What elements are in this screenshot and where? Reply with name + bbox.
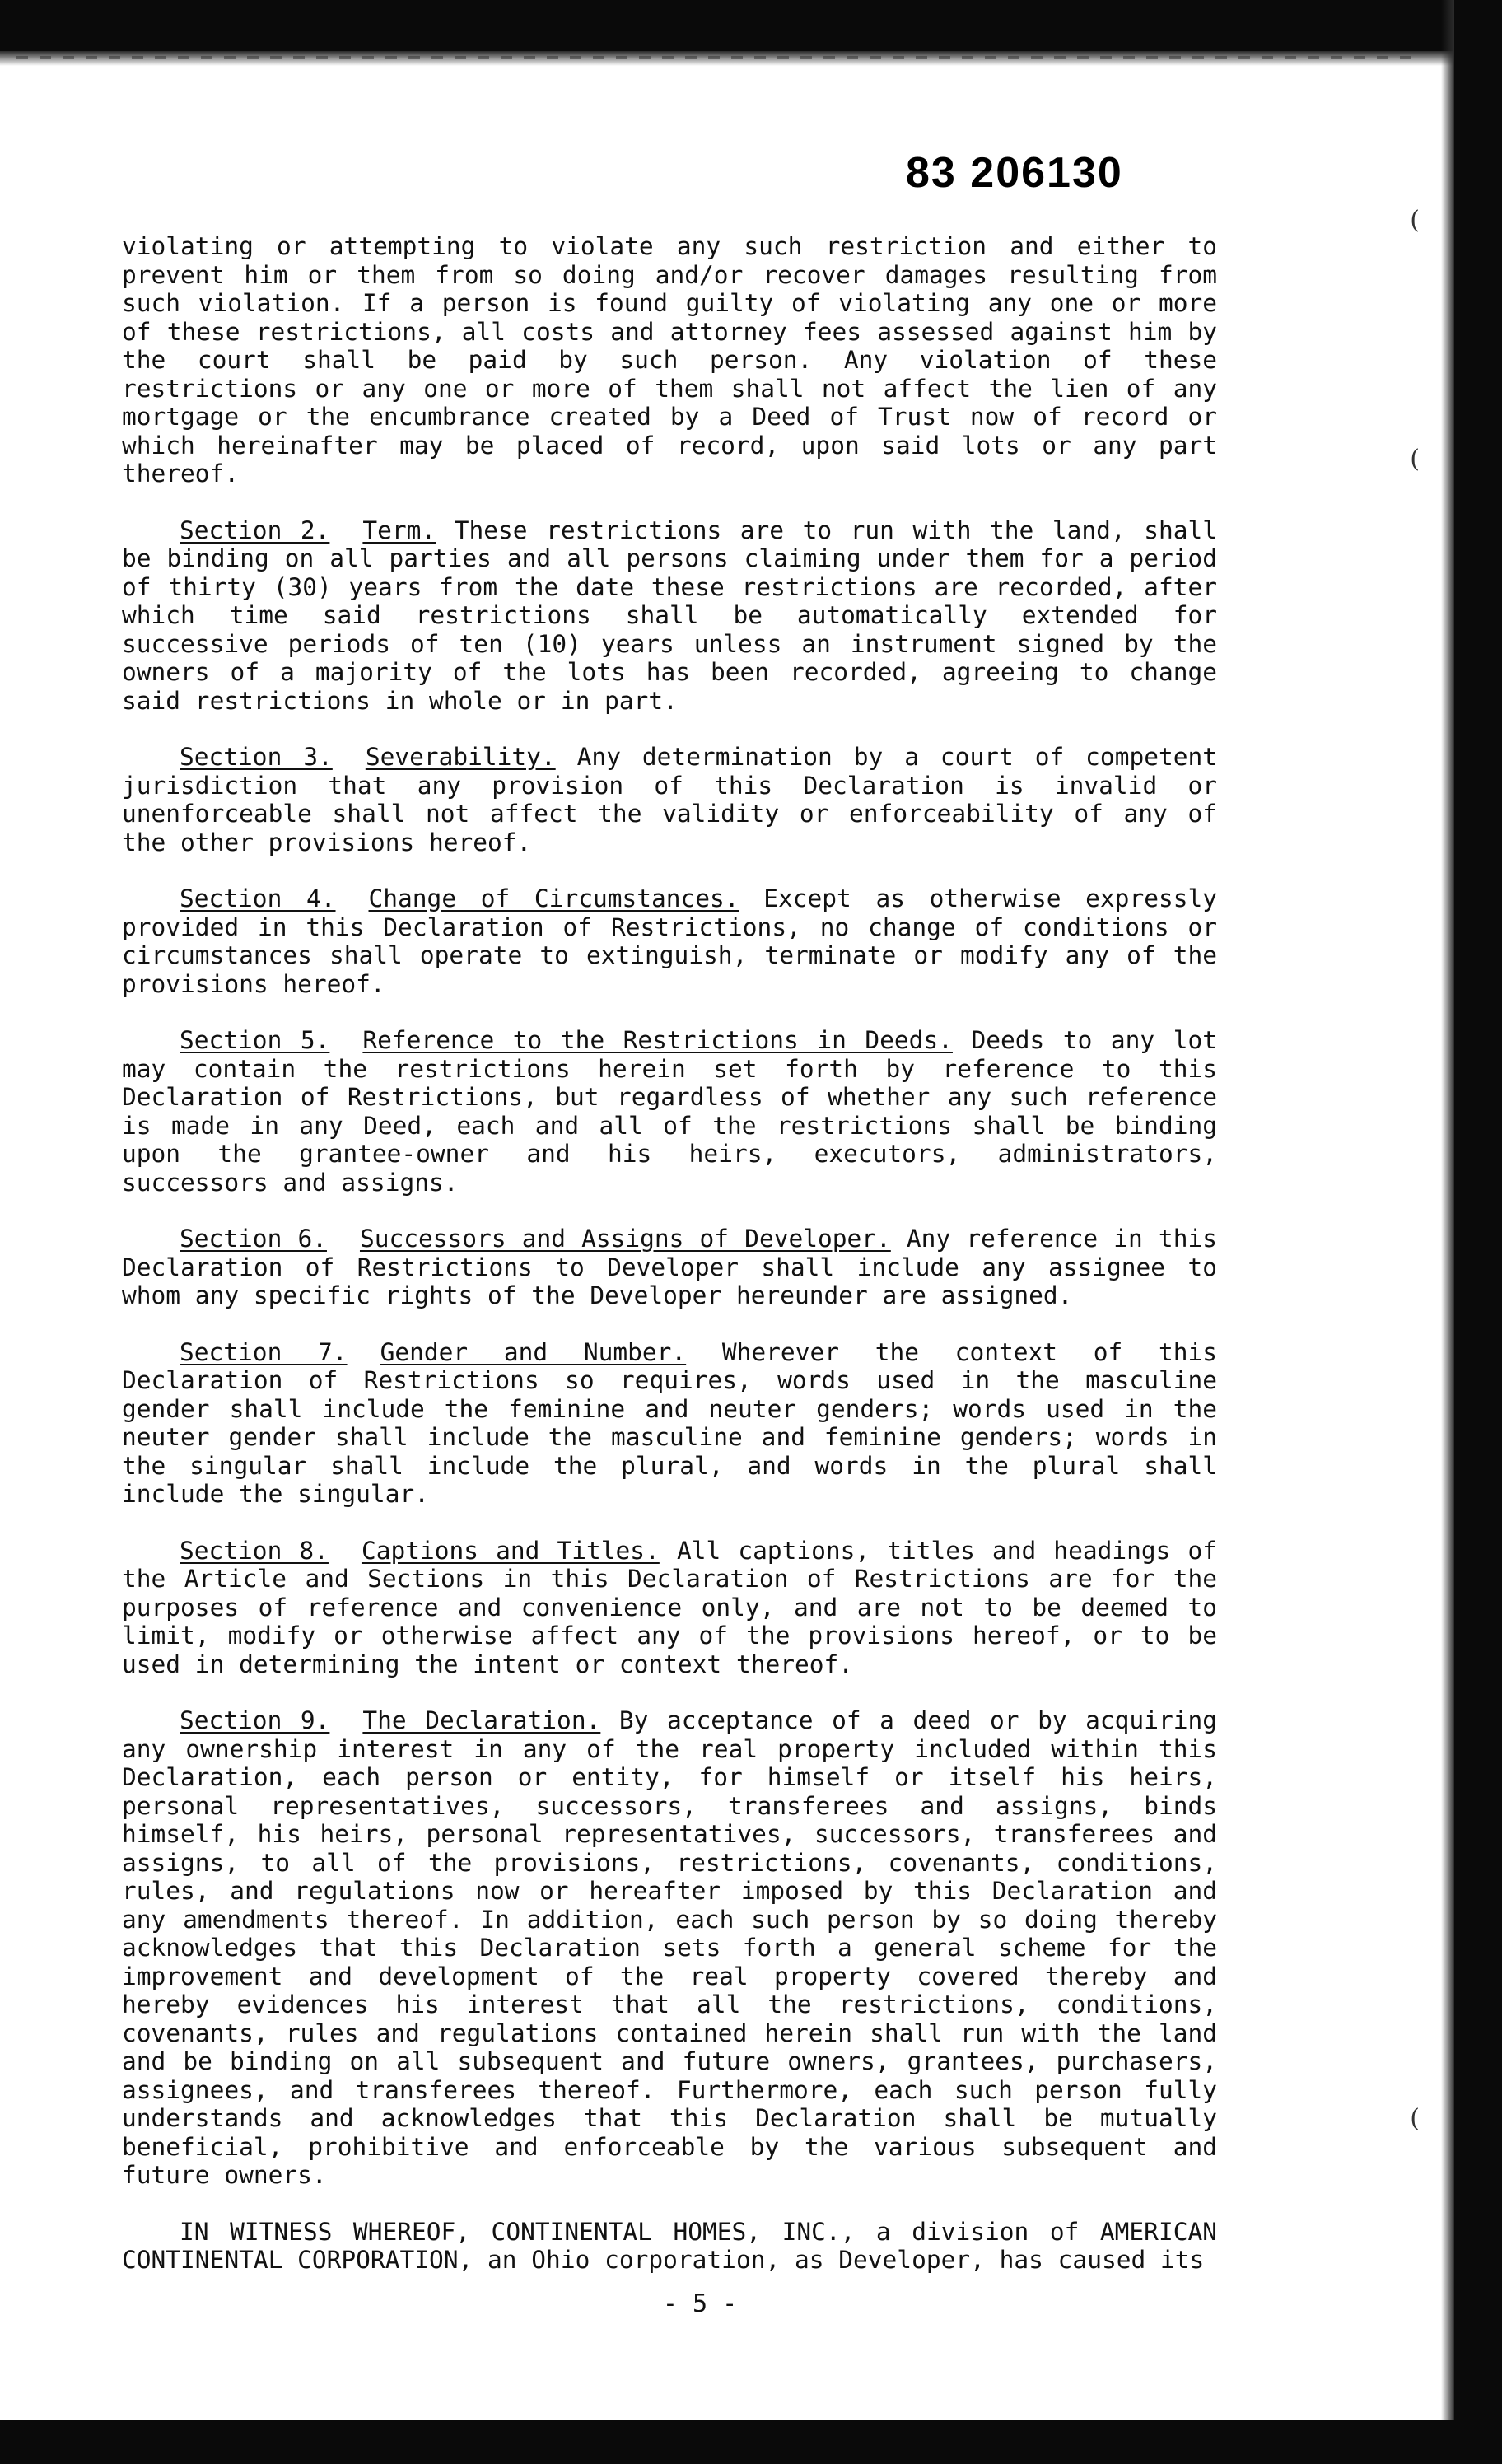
section-4-text: Except as otherwise expressly provided in this Declaration of Restrictions, no change of conditions or circumstances shall operate to extinguish, terminate or modify any of the provisions hereof.: [122, 884, 1218, 998]
section-4-label: Section 4.: [180, 884, 336, 912]
document-number: 83 206130: [906, 149, 1123, 197]
section-5-text: Deeds to any lot may contain the restrictions herein set forth by reference to this Declaration of Restrictions, but regardless of whether any such reference is made in any Deed, each and all of the restrictions shall be binding upon the grantee-owner and his heirs, executors, administrators, successors and assigns.: [122, 1026, 1218, 1197]
margin-mark: (: [1410, 206, 1420, 235]
section-8-paragraph: [122, 1537, 1217, 1679]
closing-text: IN WITNESS WHEREOF, CONTINENTAL HOMES, INC., a division of AMERICAN CONTINENTAL CORPORATION, an Ohio corporation, as Developer, has caused its: [122, 2217, 1217, 2274]
section-9-label: Section 9.: [180, 1706, 330, 1734]
section-2-title: Term.: [362, 516, 436, 544]
section-6-title: Successors and Assigns of Developer.: [359, 1225, 891, 1253]
section-3-text: Any determination by a court of competent jurisdiction that any provision of this Declaration is invalid or unenforceable shall not affect the validity or enforceability of any of the other provisions hereof.: [122, 743, 1218, 856]
document-body: [122, 232, 1217, 2303]
section-9-paragraph: [122, 1706, 1217, 2190]
section-3-title: Severability.: [365, 743, 556, 771]
section-2-label: Section 2.: [180, 516, 330, 544]
margin-mark: (: [1410, 2104, 1420, 2133]
section-5-title: Reference to the Restrictions in Deeds.: [362, 1026, 953, 1054]
section-3-paragraph: [122, 743, 1217, 856]
intro-continuation-paragraph: violating or attempting to violate any such restriction and either to prevent him or them from so doing and/or recover damages resulting from such violation. If a person is found guilty of violating any one or more of these restrictions, all costs and attorney fees assessed against him by the court shall be paid by such person. Any violation of these restrictions or any one or more of them shall not affect the lien of any mortgage or the encumbrance created by a Deed of Trust now of record or which hereinafter may be placed of record, upon said lots or any part thereof.: [122, 232, 1217, 488]
section-7-title: Gender and Number.: [380, 1337, 687, 1366]
section-9-text: By acceptance of a deed or by acquiring any ownership interest in any of the real property included within this Declaration, each person or entity, for himself or itself his heirs, personal representatives, successors, transferees and assigns, binds himself, his heirs, personal representatives, successors, transferees and assigns, to all of the provisions, restrictions, covenants, conditions, rules, and regulations now or hereafter imposed by this Declaration and any amendments thereof. In addition, each such person by so doing thereby acknowledges that this Declaration sets forth a general scheme for the improvement and development of the real property covered thereby and hereby evidences his interest that all the restrictions, conditions, covenants, rules and regulations contained herein shall run with the land and be binding on all subsequent and future owners, grantees, purchasers, assignees, and transferees thereof. Furthermore, each such person fully understands and acknowledges that this Declaration shall be mutually beneficial, prohibitive and enforceable by the various subsequent and future owners.: [122, 1706, 1217, 2189]
section-7-text: Wherever the context of this Declaration of Restrictions so requires, words used in the masculine gender shall include the feminine and neuter genders; words used in the neuter gender shall include the masculine and feminine genders; words in the singular shall include the plural, and words in the plural shall include the singular.: [122, 1337, 1217, 1508]
section-2-text: These restrictions are to run with the land, shall be binding on all parties and all persons claiming under them for a period of thirty (30) years from the date these restrictions are recorded, after which time said restrictions shall be automatically extended for successive periods of ten (10) years unless an instrument signed by the owners of a majority of the lots has been recorded, agreeing to change said restrictions in whole or in part.: [122, 516, 1217, 715]
scan-border-bottom: [0, 2420, 1502, 2464]
section-5-paragraph: [122, 1026, 1217, 1197]
section-6-paragraph: [122, 1225, 1217, 1310]
scan-shadow-right: [1441, 0, 1454, 2464]
scan-artifact-line: [16, 56, 1416, 59]
section-6-text: Any reference in this Declaration of Restrictions to Developer shall include any assignee to whom any specific rights of the Developer hereunder are assigned.: [122, 1225, 1217, 1309]
margin-mark: (: [1410, 445, 1420, 474]
section-7-label: Section 7.: [180, 1337, 348, 1366]
section-4-paragraph: [122, 884, 1217, 998]
section-5-label: Section 5.: [180, 1026, 330, 1054]
page-number: - 5 -: [662, 2289, 738, 2318]
section-6-label: Section 6.: [180, 1225, 327, 1253]
scan-border-right: [1454, 0, 1502, 2464]
closing-paragraph: [122, 2218, 1217, 2275]
section-8-label: Section 8.: [180, 1536, 329, 1565]
section-3-label: Section 3.: [180, 743, 333, 771]
section-2-paragraph: [122, 516, 1217, 716]
section-4-title: Change of Circumstances.: [368, 884, 739, 912]
section-7-paragraph: [122, 1338, 1217, 1509]
section-8-title: Captions and Titles.: [361, 1536, 660, 1565]
section-8-text: All captions, titles and headings of the Article and Sections in this Declaration of Restrictions are for the purposes of reference and convenience only, and are not to be deemed to limit, modify or otherwise affect any of the provisions hereof, or to be used in determining the intent or context thereof.: [122, 1536, 1218, 1678]
scan-border-top: [0, 0, 1502, 51]
section-9-title: The Declaration.: [362, 1706, 601, 1734]
